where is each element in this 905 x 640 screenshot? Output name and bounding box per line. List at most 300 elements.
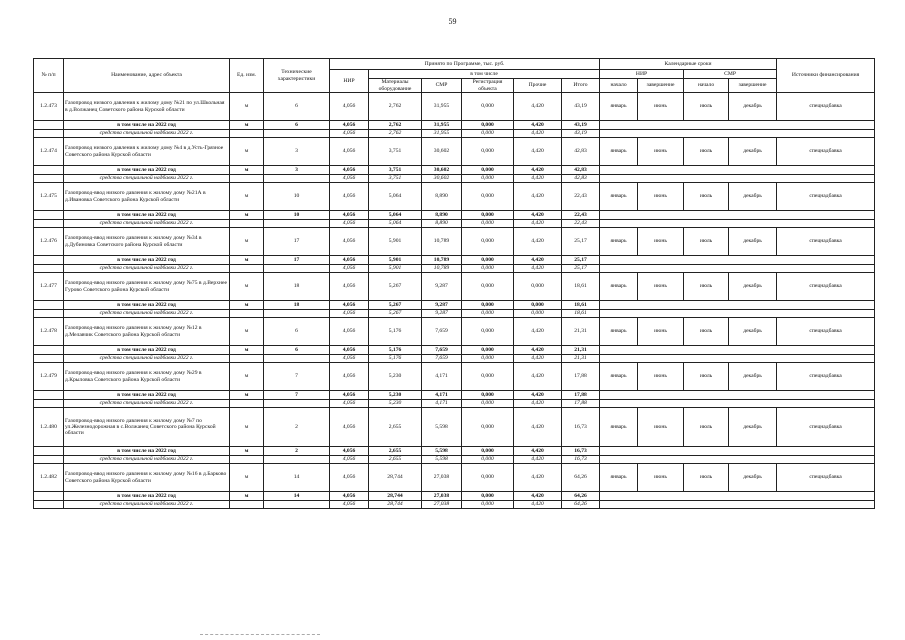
special-nir: 4,056 <box>330 220 369 228</box>
object-number: 1.2.473 <box>34 93 64 121</box>
subtotal-blank <box>600 301 875 310</box>
object-smr-start: июль <box>684 363 729 391</box>
object-number: 1.2.478 <box>34 318 64 346</box>
subtotal-reg: 0,000 <box>462 121 514 130</box>
subtotal-nir: 4,056 <box>330 301 369 310</box>
subtotal-smr: 31,955 <box>422 121 462 130</box>
subtotal-row <box>34 492 875 501</box>
subtotal-materials: 5,267 <box>369 301 422 310</box>
special-tech <box>264 456 330 464</box>
object-unit: м <box>230 93 264 121</box>
subtotal-row <box>34 391 875 400</box>
col-nir-end: завершение <box>638 79 684 93</box>
special-tech <box>264 175 330 183</box>
object-number: 1.2.480 <box>34 408 64 447</box>
special-other: 4,420 <box>514 400 562 408</box>
subtotal-materials: 2,655 <box>369 447 422 456</box>
object-unit: м <box>230 408 264 447</box>
object-total: 25,17 <box>562 228 600 256</box>
subtotal-unit: м <box>230 447 264 456</box>
table-row <box>34 363 875 391</box>
subtotal-row <box>34 301 875 310</box>
object-nir: 4,056 <box>330 363 369 391</box>
table-row <box>34 138 875 166</box>
special-fund-row <box>34 265 875 273</box>
special-nir: 4,056 <box>330 310 369 318</box>
object-nir-start: январь <box>600 138 638 166</box>
col-tech: Технические характеристики <box>264 59 330 93</box>
subtotal-reg: 0,000 <box>462 211 514 220</box>
subtotal-row <box>34 346 875 355</box>
special-tech <box>264 501 330 509</box>
special-materials: 5,064 <box>369 220 422 228</box>
col-smr: СМР <box>422 79 462 93</box>
object-nir-end: июнь <box>638 408 684 447</box>
col-cal-smr: СМР <box>684 70 777 79</box>
col-nir: НИР <box>330 70 369 93</box>
special-fund-row <box>34 400 875 408</box>
subtotal-tech: 10 <box>264 211 330 220</box>
special-fund-row <box>34 130 875 138</box>
object-smr-end: декабрь <box>729 464 777 492</box>
subtotal-total: 18,61 <box>562 301 600 310</box>
special-total: 42,83 <box>562 175 600 183</box>
object-smr: 30,602 <box>422 138 462 166</box>
object-materials: 5,230 <box>369 363 422 391</box>
subtotal-unit: м <box>230 346 264 355</box>
special-total: 22,43 <box>562 220 600 228</box>
special-other: 4,420 <box>514 456 562 464</box>
subtotal-other: 4,420 <box>514 346 562 355</box>
object-smr-start: июль <box>684 183 729 211</box>
object-nir-end: июнь <box>638 318 684 346</box>
object-name: Газопровод-ввод низкого давления к жилому дому №29 в д.Крыловка Советского района Курской области <box>64 363 230 391</box>
special-label: средства специальной надбавки 2022 г. <box>64 501 230 509</box>
object-total: 64,26 <box>562 464 600 492</box>
special-other: 4,420 <box>514 175 562 183</box>
object-nir-start: январь <box>600 228 638 256</box>
subtotal-tech: 2 <box>264 447 330 456</box>
special-materials: 5,230 <box>369 400 422 408</box>
col-smr-start: начало <box>684 79 729 93</box>
special-smr: 8,890 <box>422 220 462 228</box>
subtotal-materials: 5,064 <box>369 211 422 220</box>
subtotal-num <box>34 121 64 130</box>
special-num <box>34 220 64 228</box>
special-fund-row <box>34 175 875 183</box>
object-unit: м <box>230 464 264 492</box>
subtotal-nir: 4,056 <box>330 391 369 400</box>
object-smr: 27,038 <box>422 464 462 492</box>
object-unit: м <box>230 228 264 256</box>
subtotal-num <box>34 166 64 175</box>
special-unit <box>230 310 264 318</box>
special-unit <box>230 501 264 509</box>
subtotal-row <box>34 447 875 456</box>
subtotal-reg: 0,000 <box>462 447 514 456</box>
subtotal-smr: 5,598 <box>422 447 462 456</box>
object-tech: 6 <box>264 93 330 121</box>
special-materials: 5,901 <box>369 265 422 273</box>
subtotal-total: 22,43 <box>562 211 600 220</box>
subtotal-total: 21,31 <box>562 346 600 355</box>
object-total: 42,83 <box>562 138 600 166</box>
special-label: средства специальной надбавки 2022 г. <box>64 175 230 183</box>
subtotal-tech: 14 <box>264 492 330 501</box>
special-num <box>34 355 64 363</box>
special-reg: 0,000 <box>462 175 514 183</box>
special-label: средства специальной надбавки 2022 г. <box>64 456 230 464</box>
subtotal-nir: 4,056 <box>330 447 369 456</box>
col-unit: Ед. изм. <box>230 59 264 93</box>
object-tech: 10 <box>264 183 330 211</box>
col-cost-group: Принято по Программе, тыс. руб. <box>330 59 600 70</box>
col-num: № п/п <box>34 59 64 93</box>
object-total: 18,61 <box>562 273 600 301</box>
subtotal-num <box>34 492 64 501</box>
subtotal-row <box>34 166 875 175</box>
object-smr: 31,955 <box>422 93 462 121</box>
special-other: 4,420 <box>514 265 562 273</box>
subtotal-reg: 0,000 <box>462 256 514 265</box>
object-other: 4,420 <box>514 408 562 447</box>
subtotal-label: в том числе на 2022 год <box>64 121 230 130</box>
object-nir-start: январь <box>600 464 638 492</box>
object-reg: 0,000 <box>462 408 514 447</box>
subtotal-smr: 10,789 <box>422 256 462 265</box>
special-tech <box>264 310 330 318</box>
subtotal-blank <box>600 346 875 355</box>
object-source: спецнадбавка <box>777 228 875 256</box>
subtotal-label: в том числе на 2022 год <box>64 211 230 220</box>
object-reg: 0,000 <box>462 93 514 121</box>
object-smr-start: июль <box>684 408 729 447</box>
special-unit <box>230 175 264 183</box>
object-tech: 7 <box>264 363 330 391</box>
subtotal-smr: 8,890 <box>422 211 462 220</box>
subtotal-smr: 7,659 <box>422 346 462 355</box>
subtotal-nir: 4,056 <box>330 166 369 175</box>
object-source: спецнадбавка <box>777 183 875 211</box>
subtotal-num <box>34 256 64 265</box>
special-num <box>34 400 64 408</box>
object-materials: 3,751 <box>369 138 422 166</box>
object-nir: 4,056 <box>330 408 369 447</box>
object-nir-start: январь <box>600 93 638 121</box>
object-materials: 5,901 <box>369 228 422 256</box>
subtotal-blank <box>600 492 875 501</box>
object-materials: 5,267 <box>369 273 422 301</box>
special-label: средства специальной надбавки 2022 г. <box>64 400 230 408</box>
object-other: 4,420 <box>514 464 562 492</box>
col-total: Итого <box>562 79 600 93</box>
subtotal-tech: 18 <box>264 301 330 310</box>
object-nir: 4,056 <box>330 273 369 301</box>
special-blank <box>600 400 875 408</box>
special-total: 18,61 <box>562 310 600 318</box>
object-source: спецнадбавка <box>777 408 875 447</box>
object-source: спецнадбавка <box>777 138 875 166</box>
object-nir-start: январь <box>600 408 638 447</box>
object-smr-end: декабрь <box>729 408 777 447</box>
object-nir: 4,056 <box>330 183 369 211</box>
special-materials: 5,267 <box>369 310 422 318</box>
object-smr-start: июль <box>684 138 729 166</box>
table-row <box>34 464 875 492</box>
special-smr: 30,602 <box>422 175 462 183</box>
special-num <box>34 310 64 318</box>
object-reg: 0,000 <box>462 464 514 492</box>
special-blank <box>600 130 875 138</box>
object-source: спецнадбавка <box>777 93 875 121</box>
object-nir-start: январь <box>600 183 638 211</box>
subtotal-num <box>34 391 64 400</box>
special-reg: 0,000 <box>462 310 514 318</box>
subtotal-smr: 4,171 <box>422 391 462 400</box>
subtotal-total: 43,19 <box>562 121 600 130</box>
object-nir-end: июнь <box>638 228 684 256</box>
object-name: Газопровод низкого давления к жилому дому №21 по ул.Школьная в д.Волжанец Советского района Курской области <box>64 93 230 121</box>
special-fund-row <box>34 355 875 363</box>
object-smr: 10,789 <box>422 228 462 256</box>
object-materials: 2,655 <box>369 408 422 447</box>
special-materials: 28,744 <box>369 501 422 509</box>
subtotal-other: 4,420 <box>514 447 562 456</box>
special-nir: 4,056 <box>330 130 369 138</box>
special-fund-row <box>34 456 875 464</box>
subtotal-total: 64,26 <box>562 492 600 501</box>
special-smr: 31,955 <box>422 130 462 138</box>
special-other: 4,420 <box>514 130 562 138</box>
object-nir-end: июнь <box>638 464 684 492</box>
special-label: средства специальной надбавки 2022 г. <box>64 265 230 273</box>
object-nir: 4,056 <box>330 138 369 166</box>
object-smr: 9,287 <box>422 273 462 301</box>
object-name: Газопровод-ввод низкого давления к жилому дому №75 в д.Верхнее Гурово Советского района Курской области <box>64 273 230 301</box>
table-row <box>34 228 875 256</box>
special-reg: 0,000 <box>462 400 514 408</box>
object-number: 1.2.476 <box>34 228 64 256</box>
subtotal-unit: м <box>230 211 264 220</box>
table-row <box>34 408 875 447</box>
object-nir-start: январь <box>600 273 638 301</box>
object-nir: 4,056 <box>330 228 369 256</box>
special-blank <box>600 265 875 273</box>
object-total: 21,31 <box>562 318 600 346</box>
special-unit <box>230 130 264 138</box>
object-reg: 0,000 <box>462 363 514 391</box>
special-other: 4,420 <box>514 220 562 228</box>
subtotal-row <box>34 211 875 220</box>
object-smr: 8,890 <box>422 183 462 211</box>
special-total: 21,31 <box>562 355 600 363</box>
special-other: 4,420 <box>514 501 562 509</box>
object-smr: 5,598 <box>422 408 462 447</box>
object-tech: 3 <box>264 138 330 166</box>
special-blank <box>600 501 875 509</box>
object-tech: 6 <box>264 318 330 346</box>
special-tech <box>264 265 330 273</box>
special-total: 16,73 <box>562 456 600 464</box>
subtotal-blank <box>600 391 875 400</box>
subtotal-blank <box>600 447 875 456</box>
subtotal-tech: 7 <box>264 391 330 400</box>
object-source: спецнадбавка <box>777 318 875 346</box>
subtotal-nir: 4,056 <box>330 346 369 355</box>
object-number: 1.2.479 <box>34 363 64 391</box>
special-unit <box>230 265 264 273</box>
subtotal-label: в том числе на 2022 год <box>64 256 230 265</box>
special-num <box>34 456 64 464</box>
subtotal-reg: 0,000 <box>462 391 514 400</box>
subtotal-materials: 5,230 <box>369 391 422 400</box>
subtotal-num <box>34 301 64 310</box>
special-blank <box>600 355 875 363</box>
subtotal-num <box>34 447 64 456</box>
object-other: 4,420 <box>514 183 562 211</box>
subtotal-other: 4,420 <box>514 211 562 220</box>
subtotal-nir: 4,056 <box>330 121 369 130</box>
subtotal-blank <box>600 166 875 175</box>
subtotal-reg: 0,000 <box>462 346 514 355</box>
special-materials: 5,176 <box>369 355 422 363</box>
special-smr: 5,598 <box>422 456 462 464</box>
special-nir: 4,056 <box>330 501 369 509</box>
object-total: 22,43 <box>562 183 600 211</box>
table-row <box>34 273 875 301</box>
subtotal-num <box>34 346 64 355</box>
object-other: 4,420 <box>514 138 562 166</box>
special-reg: 0,000 <box>462 355 514 363</box>
object-unit: м <box>230 273 264 301</box>
subtotal-tech: 6 <box>264 346 330 355</box>
special-num <box>34 130 64 138</box>
subtotal-reg: 0,000 <box>462 166 514 175</box>
special-smr: 10,789 <box>422 265 462 273</box>
subtotal-unit: м <box>230 121 264 130</box>
subtotal-row <box>34 256 875 265</box>
object-reg: 0,000 <box>462 273 514 301</box>
object-tech: 17 <box>264 228 330 256</box>
object-smr-end: декабрь <box>729 183 777 211</box>
special-fund-row <box>34 501 875 509</box>
special-reg: 0,000 <box>462 265 514 273</box>
table-row <box>34 183 875 211</box>
object-reg: 0,000 <box>462 318 514 346</box>
special-label: средства специальной надбавки 2022 г. <box>64 130 230 138</box>
subtotal-nir: 4,056 <box>330 211 369 220</box>
special-materials: 2,655 <box>369 456 422 464</box>
object-source: спецнадбавка <box>777 464 875 492</box>
subtotal-reg: 0,000 <box>462 301 514 310</box>
object-smr-end: декабрь <box>729 93 777 121</box>
object-unit: м <box>230 183 264 211</box>
object-smr-start: июль <box>684 93 729 121</box>
object-other: 4,420 <box>514 318 562 346</box>
object-nir-end: июнь <box>638 183 684 211</box>
special-label: средства специальной надбавки 2022 г. <box>64 355 230 363</box>
object-nir-end: июнь <box>638 93 684 121</box>
col-cal-nir: НИР <box>600 70 684 79</box>
object-other: 4,420 <box>514 93 562 121</box>
special-nir: 4,056 <box>330 265 369 273</box>
subtotal-other: 4,420 <box>514 256 562 265</box>
subtotal-tech: 3 <box>264 166 330 175</box>
special-reg: 0,000 <box>462 220 514 228</box>
object-materials: 5,064 <box>369 183 422 211</box>
object-tech: 18 <box>264 273 330 301</box>
special-num <box>34 265 64 273</box>
subtotal-other: 4,420 <box>514 391 562 400</box>
special-nir: 4,056 <box>330 175 369 183</box>
special-total: 17,88 <box>562 400 600 408</box>
col-other: Прочие <box>514 79 562 93</box>
subtotal-materials: 3,751 <box>369 166 422 175</box>
object-nir-end: июнь <box>638 138 684 166</box>
special-reg: 0,000 <box>462 501 514 509</box>
special-tech <box>264 355 330 363</box>
subtotal-total: 25,17 <box>562 256 600 265</box>
object-materials: 2,762 <box>369 93 422 121</box>
object-name: Газопровод-ввод низкого давления к жилому дому №16 в д.Барково Советского района Курской области <box>64 464 230 492</box>
special-blank <box>600 175 875 183</box>
object-number: 1.2.482 <box>34 464 64 492</box>
col-name: Наименование, адрес объекта <box>64 59 230 93</box>
object-number: 1.2.475 <box>34 183 64 211</box>
special-unit <box>230 456 264 464</box>
object-name: Газопровод-ввод низкого давления к жилому дому №12 в д.Мелавчик Советского района Курской области <box>64 318 230 346</box>
object-smr: 4,171 <box>422 363 462 391</box>
subtotal-smr: 9,287 <box>422 301 462 310</box>
special-smr: 7,659 <box>422 355 462 363</box>
object-source: спецнадбавка <box>777 273 875 301</box>
subtotal-materials: 28,744 <box>369 492 422 501</box>
subtotal-materials: 2,762 <box>369 121 422 130</box>
object-tech: 14 <box>264 464 330 492</box>
object-other: 4,420 <box>514 228 562 256</box>
special-other: 4,420 <box>514 355 562 363</box>
col-source: Источники финансирования <box>777 59 875 93</box>
object-unit: м <box>230 363 264 391</box>
object-materials: 5,176 <box>369 318 422 346</box>
special-fund-row <box>34 220 875 228</box>
object-smr-end: декабрь <box>729 363 777 391</box>
special-smr: 9,287 <box>422 310 462 318</box>
special-tech <box>264 130 330 138</box>
object-smr-end: декабрь <box>729 228 777 256</box>
object-unit: м <box>230 138 264 166</box>
footer-mark <box>200 634 320 636</box>
subtotal-label: в том числе на 2022 год <box>64 166 230 175</box>
object-smr-end: декабрь <box>729 273 777 301</box>
subtotal-smr: 30,602 <box>422 166 462 175</box>
subtotal-tech: 17 <box>264 256 330 265</box>
subtotal-materials: 5,176 <box>369 346 422 355</box>
object-nir: 4,056 <box>330 93 369 121</box>
subtotal-num <box>34 211 64 220</box>
object-reg: 0,000 <box>462 138 514 166</box>
special-nir: 4,056 <box>330 355 369 363</box>
special-nir: 4,056 <box>330 456 369 464</box>
object-total: 17,88 <box>562 363 600 391</box>
special-materials: 3,751 <box>369 175 422 183</box>
subtotal-unit: м <box>230 391 264 400</box>
subtotal-label: в том числе на 2022 год <box>64 301 230 310</box>
object-smr-end: декабрь <box>729 318 777 346</box>
special-tech <box>264 400 330 408</box>
col-reg: Регистрация объекта <box>462 79 514 93</box>
subtotal-label: в том числе на 2022 год <box>64 447 230 456</box>
